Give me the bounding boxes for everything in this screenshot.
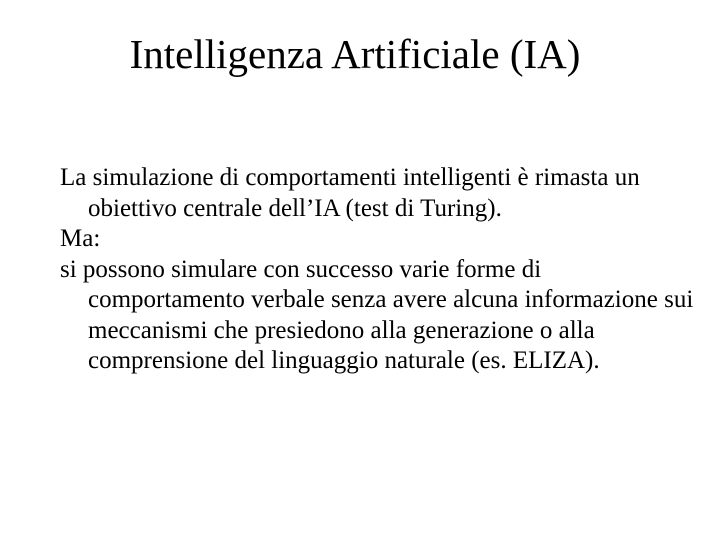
body-paragraph-1: La simulazione di comportamenti intelligenti è rimasta un obiettivo centrale dell’IA (test di Turing). [60,164,640,222]
body-paragraph-2: Ma: [60,225,101,252]
slide-body [60,163,700,377]
slide-title: Intelligenza Artificiale (IA) [129,31,581,77]
body-paragraph-3: si possono simulare con successo varie forme di comportamento verbale senza avere alcuna informazione sui meccanismi che presiedono alla generazione o alla comprensione del linguaggio naturale (es. ELIZA). [60,255,694,374]
